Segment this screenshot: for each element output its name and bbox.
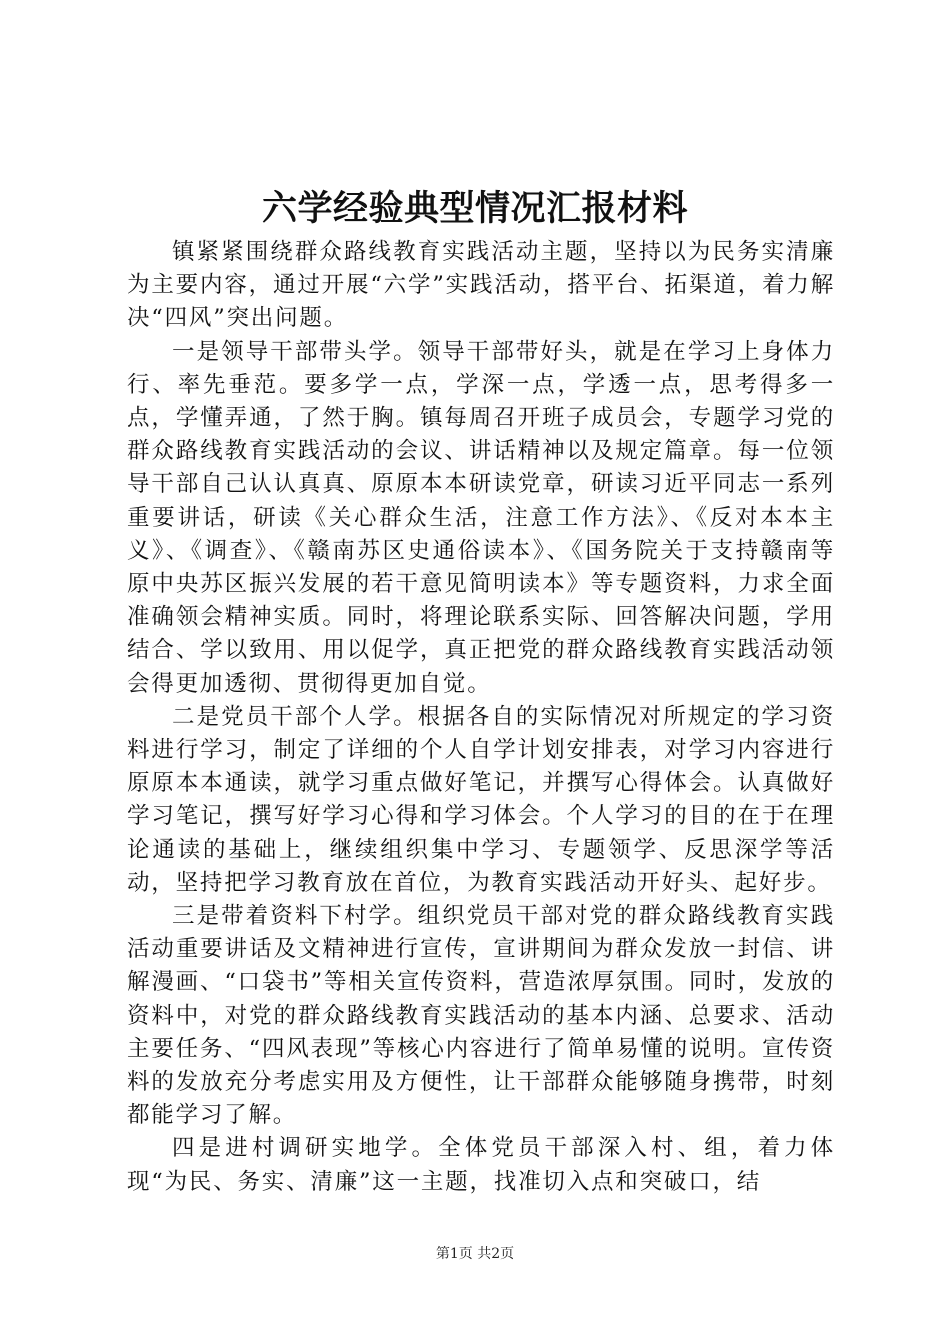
- document-title: 六学经验典型情况汇报材料: [261, 188, 688, 229]
- section-field-research-paragraph: 四是进村调研实地学。全体党员干部深入村、组，着力体现“为民、务实、清廉”这一主题，找准切入点和突破口，结: [127, 1135, 835, 1195]
- intro-paragraph: 镇紧紧围绕群众路线教育实践活动主题，坚持以为民务实清廉为主要内容，通过开展“六学”实践活动，搭平台、拓渠道，着力解决“四风”突出问题。: [127, 239, 835, 332]
- section-leaders-study-paragraph: 一是领导干部带头学。领导干部带好头，就是在学习上身体力行、率先垂范。要多学一点，学深一点，学透一点，思考得多一点，学懂弄通，了然于胸。镇每周召开班子成员会，专题学习党的群众路线教育实践活动的会议、讲话精神以及规定篇章。每一位领导干部自己认认真真、原原本本研读党章，研读习近平同志一系列重要讲话，研读《关心群众生活，注意工作方法》、《反对本本主义》、《调查》、《赣南苏区史通俗读本》、《国务院关于支持赣南等原中央苏区振兴发展的若干意见简明读本》等专题资料，力求全面准确领会精神实质。同时，将理论联系实际、回答解决问题，学用结合、学以致用、用以促学，真正把党的群众路线教育实践活动领会得更加透彻、贯彻得更加自觉。: [127, 338, 835, 697]
- section-individual-study-paragraph: 二是党员干部个人学。根据各自的实际情况对所规定的学习资料进行学习，制定了详细的个人自学计划安排表，对学习内容进行原原本本通读，就学习重点做好笔记，并撰写心得体会。认真做好学习笔记，撰写好学习心得和学习体会。个人学习的目的在于在理论通读的基础上，继续组织集中学习、专题领学、反思深学等活动，坚持把学习教育放在首位，为教育实践活动开好头、起好步。: [127, 703, 835, 896]
- page-number-footer: 第1页 共2页: [435, 1246, 515, 1262]
- document-body: [127, 236, 835, 1199]
- section-village-materials-paragraph: 三是带着资料下村学。组织党员干部对党的群众路线教育实践活动重要讲话及文精神进行宣传，宣讲期间为群众发放一封信、讲解漫画、“口袋书”等相关宣传资料，营造浓厚氛围。同时，发放的资料中，对党的群众路线教育实践活动的基本内涵、总要求、活动主要任务、“四风表现”等核心内容进行了简单易懂的说明。宣传资料的发放充分考虑实用及方便性，让干部群众能够随身携带，时刻都能学习了解。: [127, 903, 835, 1129]
